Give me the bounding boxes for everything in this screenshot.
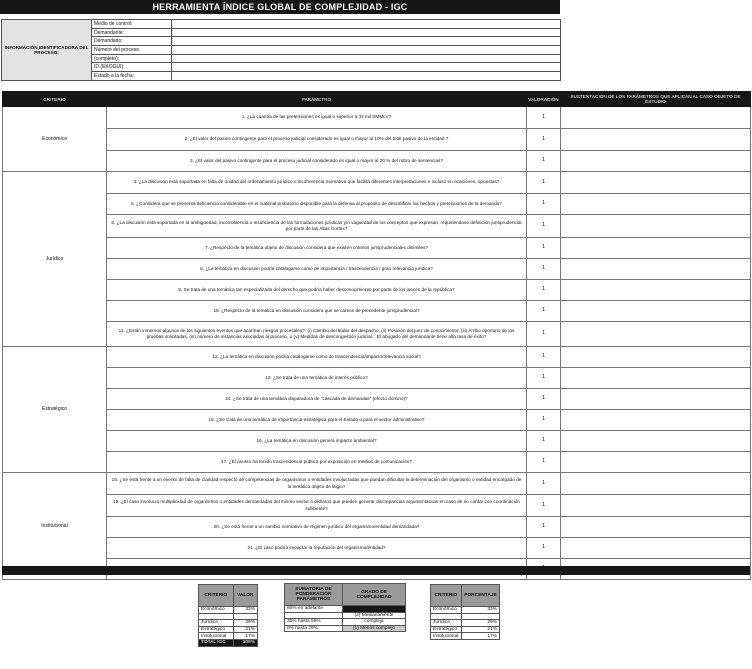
valoracion-cell[interactable]: 1 (527, 389, 561, 410)
numero-proceso-field[interactable] (172, 46, 561, 55)
sustentacion-cell[interactable] (561, 194, 751, 215)
field-label: Número del proceso (92, 46, 172, 55)
summary-criterio (431, 613, 462, 620)
criterio-institucional: Institucional (3, 473, 107, 580)
sustentacion-cell[interactable] (561, 410, 751, 431)
header-valoracion: VALORACIÓN (527, 92, 561, 107)
sustentacion-cell[interactable] (561, 280, 751, 301)
summary-header-criterio: CRITERIO (199, 585, 234, 607)
parameter-text: 9. Se trata de una temática tan especializada del derecho que podría haber desconocimiento por parte de los jueces de la república? (107, 280, 527, 301)
parameter-text: 2. ¿El valor del pasivo contingente para el proceso judicial considerado es igual o mayor al 10% del total pasivo de la entidad ? (107, 129, 527, 151)
header-sustentacion: SUSTENTACIÓN DE LOS PARÁMETROS QUE APLICAN AL CASO OBJETO DE ESTUDIO (561, 92, 751, 107)
summary-porcentaje: 21% (461, 626, 499, 633)
valoracion-cell[interactable]: 1 (527, 410, 561, 431)
summary-header-grado: GRADO DE COMPLEJIDAD (343, 584, 406, 606)
sustentacion-cell[interactable] (561, 301, 751, 322)
parameter-text: 4. ¿La discusión está soportada en falta de unidad del ordenamiento jurídico o incoherencia normativa que facilita diferentes interpretaciones e incluso en ocasiones, opuestas? (107, 172, 527, 194)
sustentacion-cell[interactable] (561, 473, 751, 495)
summary-porcentaje: 33% (461, 607, 499, 614)
parameter-text: 7. ¿Respecto de la temática objeto de discusión considera que existen criterios jurisprudenciales disímiles? (107, 238, 527, 259)
parameter-text: 3. ¿El valor del pasivo contingente para el proceso judicial considerado es igual o mayor al 20 % del rubro de sentencias? (107, 151, 527, 172)
field-label: Demandante: (92, 28, 172, 37)
summary-total-label: TOTAL IGC (199, 639, 234, 646)
summary-criterio: Estratégico (199, 626, 234, 633)
sustentacion-cell[interactable] (561, 431, 751, 452)
valoracion-cell[interactable]: 1 (527, 301, 561, 322)
valoracion-cell[interactable]: 1 (527, 517, 561, 538)
summary-complexity-grade (284, 583, 406, 632)
valoracion-cell[interactable]: 1 (527, 347, 561, 368)
valoracion-cell[interactable]: 1 (527, 322, 561, 347)
summary-valor: 29% (233, 620, 257, 627)
parameter-text: 17. ¿El asunto ha tenido trascendencia pública por exposición en medios de comunicación? (107, 452, 527, 473)
sustentacion-cell[interactable] (561, 389, 751, 410)
field-label: Medio de control: (92, 20, 172, 29)
header-parametro: PARÁMETRO (107, 92, 527, 107)
field-label: (completo): (92, 54, 172, 63)
valoracion-cell[interactable]: 1 (527, 215, 561, 238)
summary-criterio-porcentaje (430, 584, 500, 640)
summary-total-value: 100% (233, 639, 257, 646)
sustentacion-cell[interactable] (561, 129, 751, 151)
parameter-text: 12. ¿La temática en discusión podría catalogarse como de trascendencia/impacto/relevancia social? (107, 347, 527, 368)
summary-porcentaje (461, 613, 499, 620)
parameter-text: 15. ¿Se trata de una temática de importancia estratégica para el Estado o para el sector administrativo? (107, 410, 527, 431)
parameter-text: 13. ¿Se trata de una temática de interés público? (107, 368, 527, 389)
parameter-text: 20. ¿Se está frente a un cambio normativo de régimen jurídico del organismo/entidad demandada? (107, 517, 527, 538)
parameter-text: 10. ¿Respecto de la temática en discusión considera que se carece de precedente jurisprudencial? (107, 301, 527, 322)
parameter-text: 6. ¿La discusión está soportada en la ambigüedad, inconsistencia o insuficiencia de las formulaciones jurídicas y/o vaguedad de los conceptos que expresan, requiriéndose definición jurisprudencial por parte de las Altas Cortes? (107, 215, 527, 238)
sustentacion-cell[interactable] (561, 495, 751, 517)
grado-cell (343, 606, 406, 613)
valoracion-cell[interactable]: 1 (527, 368, 561, 389)
summary-header-ponderacion: SUMATORIA DE PONDERACIÓN PARÁMETROS (285, 584, 343, 606)
summary-header-porcentaje: PORCENTAJE (461, 585, 499, 607)
summary-criterio (199, 613, 234, 620)
ponderacion-range: 30% hasta 59% (285, 619, 343, 626)
sustentacion-cell[interactable] (561, 517, 751, 538)
valoracion-cell[interactable]: 1 (527, 495, 561, 517)
summary-criterio: Institucional (199, 633, 234, 640)
parameter-text: 18. ¿Se está frente a un evento de falta de claridad respecto de competencias de organismos o entidades involucradas que puedan dificultar la determinación del organismo o entidad encargado de la temática objeto de litigio? (107, 473, 527, 495)
valoracion-cell[interactable]: 1 (527, 194, 561, 215)
sustentacion-cell[interactable] (561, 538, 751, 559)
sustentacion-cell[interactable] (561, 151, 751, 172)
valoracion-cell[interactable]: 1 (527, 431, 561, 452)
sustentacion-cell[interactable] (561, 107, 751, 129)
summary-criterio: Institucional (431, 633, 462, 640)
parameter-text: 8. ¿La temática en discusión podría catalogarse como de importancia / trascendencia / gran relevancia jurídica? (107, 259, 527, 280)
summary-criterio-valor (198, 584, 258, 647)
field-label: ID (EKOGUI): (92, 63, 172, 72)
valoracion-cell[interactable]: 1 (527, 107, 561, 129)
medio-control-field[interactable] (172, 20, 561, 29)
sustentacion-cell[interactable] (561, 452, 751, 473)
sustentacion-cell[interactable] (561, 322, 751, 347)
valoracion-cell[interactable]: 1 (527, 172, 561, 194)
numero-proceso-completo-field[interactable] (172, 54, 561, 63)
summary-criterio: Económico (199, 607, 234, 614)
parameter-text: 16. ¿La temática en discusión genera impacto ambiental? (107, 431, 527, 452)
field-label: Estado a la fecha: (92, 72, 172, 81)
parameter-text: 21. ¿El caso podría impactar la reputación del organismo/entidad? (107, 538, 527, 559)
summary-valor: 33% (233, 607, 257, 614)
summary-header-valor: VALOR (233, 585, 257, 607)
valoracion-cell[interactable]: 1 (527, 129, 561, 151)
summary-criterio: Jurídico (199, 620, 234, 627)
grado-cell: (1) Menos complejo (343, 625, 406, 632)
id-ekogui-field[interactable] (172, 63, 561, 72)
sustentacion-cell[interactable] (561, 238, 751, 259)
valoracion-cell[interactable]: 1 (527, 259, 561, 280)
ponderacion-range: 0% hasta 29% (285, 625, 343, 632)
parameter-text: 14. ¿Se trata de una temática disparadora de "cascada de demandas" (efecto dominó)? (107, 389, 527, 410)
parameter-text: 11. ¿Están inmersos algunos de los siguientes eventos que acarrean riesgos procesales?: (i) Cambio del titular del despacho, (ii) Posición del juez de conocimiento, (iii) Arribo oportuno de las pruebas solicitadas, (iv) número de instancias asociadas al proceso, o (v) Medidas de descongestión judicial. , El abogado del demandante tiene alta tasa de éxito? (107, 322, 527, 347)
criterio-estrategico: Estratégico (3, 347, 107, 473)
valoracion-cell[interactable]: 1 (527, 538, 561, 559)
parameters-table (2, 91, 751, 580)
sustentacion-cell[interactable] (561, 172, 751, 194)
summary-criterio: Económico (431, 607, 462, 614)
summary-porcentaje: 29% (461, 620, 499, 627)
grado-cell: compleja (343, 619, 406, 626)
summary-valor: 17% (233, 633, 257, 640)
estado-fecha-field[interactable] (172, 72, 561, 81)
summary-criterio: Jurídico (431, 620, 462, 627)
ponderacion-range: 60% en adelante (285, 606, 343, 613)
valoracion-cell[interactable]: 1 (527, 151, 561, 172)
ponderacion-range (285, 612, 343, 619)
summary-criterio: Estratégico (431, 626, 462, 633)
identification-table (1, 19, 561, 81)
summary-valor (233, 613, 257, 620)
summary-valor: 21% (233, 626, 257, 633)
parameter-text: 1. ¿La cuantía de las pretensiones es igual o superior a 33 mil SMMLV? (107, 107, 527, 129)
sustentacion-cell[interactable] (561, 368, 751, 389)
tool-title: HERRAMIENTA ÍNDICE GLOBAL DE COMPLEJIDAD - IGC (0, 0, 560, 14)
header-criterio: CRITERIO (3, 92, 107, 107)
table-footer-bar (2, 566, 750, 575)
grado-cell: (2) Medianamente (343, 612, 406, 619)
valoracion-cell[interactable]: 1 (527, 473, 561, 495)
sustentacion-cell[interactable] (561, 215, 751, 238)
summary-porcentaje: 17% (461, 633, 499, 640)
parameter-text: 5. ¿Considera que se presenta deficiencia considerable en el material probatorio disponible para la defensa al propósito de descalificar los hechos y pretensiones de la demanda? (107, 194, 527, 215)
criterio-juridico: Jurídico (3, 172, 107, 347)
parameter-text: 19. ¿El caso involucra multiplicidad de organismos o entidades demandadas del mismo sector o distintos que pueden generar discrepancias argumentativas en caso de no contar con coordinación suficiente? (107, 495, 527, 517)
valoracion-cell[interactable]: 1 (527, 238, 561, 259)
criterio-economico: Económico (3, 107, 107, 172)
sustentacion-cell[interactable] (561, 347, 751, 368)
valoracion-cell[interactable]: 1 (527, 280, 561, 301)
demandado-field[interactable] (172, 37, 561, 46)
field-label: Demandado: (92, 37, 172, 46)
identification-block-label: INFORMACIÓN IDENTIFICADORA DEL PROCESO: (2, 20, 92, 81)
valoracion-cell[interactable]: 1 (527, 452, 561, 473)
sustentacion-cell[interactable] (561, 259, 751, 280)
summary-header-criterio: CRITERIO (431, 585, 462, 607)
demandante-field[interactable] (172, 28, 561, 37)
